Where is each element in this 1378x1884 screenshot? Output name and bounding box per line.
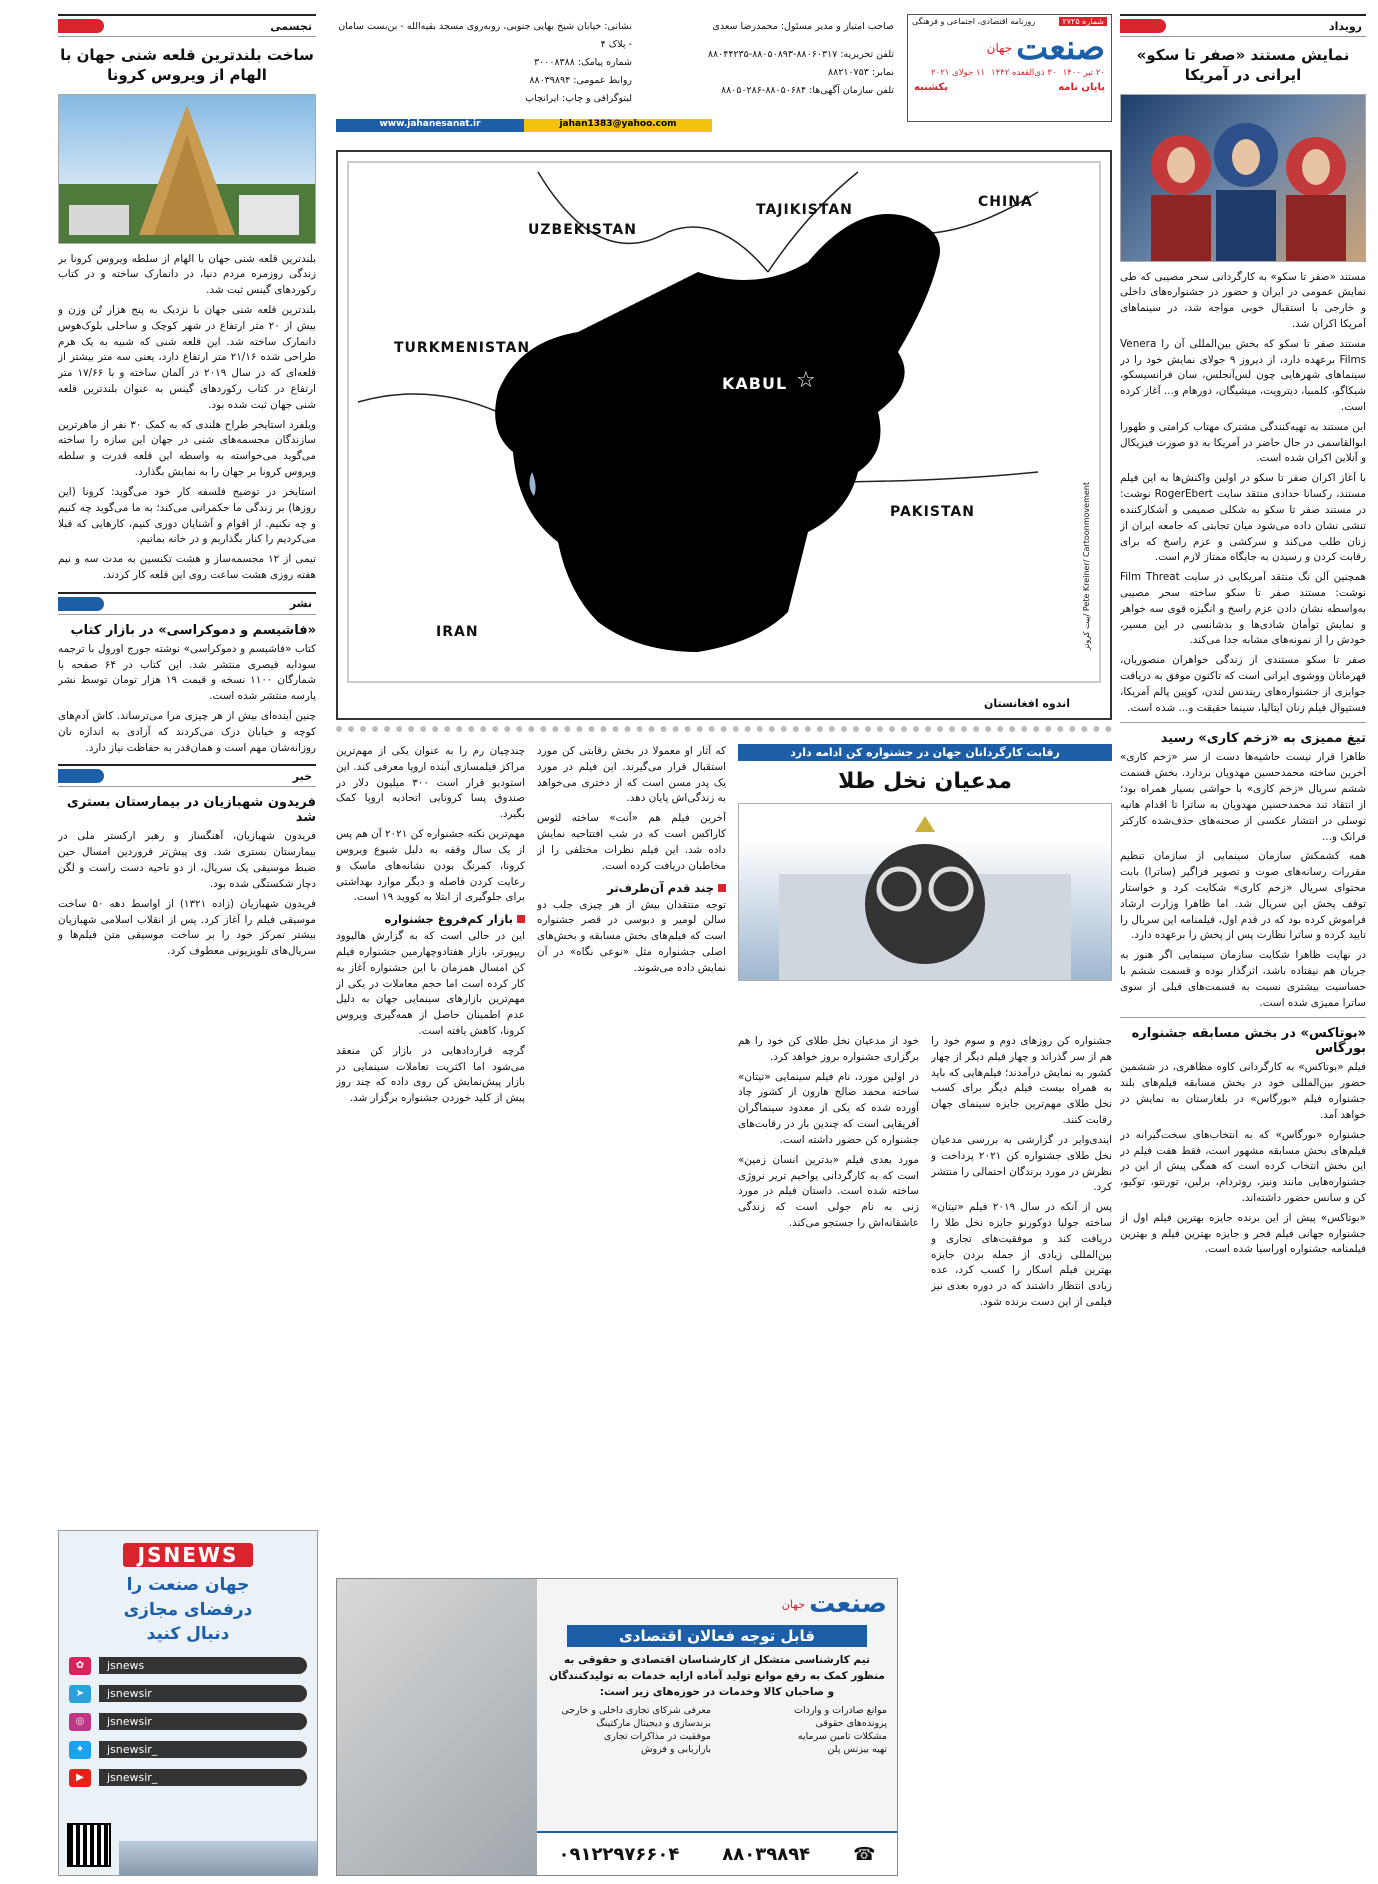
- map-silhouette: [338, 152, 1110, 692]
- map-label: TURKMENISTAN: [394, 340, 531, 356]
- right-column: رویداد نمایش مستند «صفر تا سکو» ایرانی در آمریکا مستند «صفر تا سکو» به کارگردانی سحر مصیبی که طی نمایش عمومی در ایران و حضور در جشنواره‌های داخلی و خارجی با استقبال خوبی مواجه شد، در سینماهای آمریکا اکران شد. مستند صفر تا سکو که بخش بین‌المللی آن را Venera Films برعهده دارد، از دیروز ۹ جولای نمایش خود را در سینماهای شهرهایی چون لس‌آنجلس، سان فرانسیسکو، شیکاگو، کلمبیا، دیترویت، میشیگان، دورهام و... آغاز کرده است. این مستند به تهیه‌کنندگی مشترک مهتاب کرامتی و طهورا ابوالقاسمی در حال حاضر در آمریکا به دو صورت فیزیکال و آنلاین اکران شده است. با آغاز اکران صفر تا سکو در اولین واکنش‌ها به این فیلم مستند، رکسانا حدادی منتقد سایت RogerEbert نوشت: در مستند صفر تا سکو به شکلی صمیمی و آشکارکننده تنشی نشان داده می‌شود میان تجابتی که جامعه ایران از زنان طلب می‌کند و سرکشی و عزم راسخ که برای رقابت کردن و رسیدن به جایگاه ممتاز لازم است. همچنین آلن نگ منتقد آمریکایی در سایت Film Threat نوشت: مستند صفر تا سکو ساخته سحر مصیبی به‌واسطه نشان دادن عزم راسخ و انگیزه قوی سه خواهر و نمایش توأمان شادی‌ها و بدشانسی در این مسیر، خودش را از نمونه‌های مشابه جدا می‌کند. صفر تا سکو مستندی از زندگی خواهران منصوریان، قهرمانان ووشوی ایرانی است که تاکنون موفق به دریافت جوایزی از جشنواره‌های ریندنس لندن، کوپین پالم آمریکا، فستیوال فیلم زنان ایتالیا، سینما حقیقت و... شده است. تیغ ممیزی به «زخم کاری» رسید ظاهرا قرار نیست حاشیه‌ها دست از سر «زخم کاری» آخرین ساخته محمدحسین مهدویان بردارد. بخش قسمت ششم سریال «زخم کاری» با حواشی بسیار همراه بود؛ از انتقاد تند محمدحسین مهدویان به ساترا تا اقدام هانیه توسلی در انتشار عکسی از صحنه‌های حذف‌شده کارکتر فرانک و... همه کشمکش سازمان سینمایی از سازمان تنظیم مقررات رسانه‌های صوت و تصویر فراگیر (ساترا) بابت محتوای سریال «زخم کاری» شکایت کرد و خواستار توقف پخش این سریال شد. اما ظاهرا وزارت ارشاد فراموش کرده بود که در قدم اول، فیلمنامه این سریال را تایید کرده و ساترا نظارت پس از پخش را برعهده دارد. در نهایت ظاهرا شکایت سازمان سینمایی اگر هنوز به جریان هم نیفتاده باشد، اثرگذار بوده و قسمت ششم با حساسیت بیشتری نسبت به قسمت‌های قبلی از سوی ساترا ممیزی شده است. «بوتاکس» در بخش مسابقه جشنواره بورگاس فیلم «بوتاکس» به کارگردانی کاوه مظاهری، در ششمین حضور بین‌المللی خود در بخش مسابقه فیلم‌های بلند جشنواره فیلم «بورگاس» در بلغارستان به نمایش در خواهد آمد. جشنواره «بورگاس» که به انتخاب‌های سخت‌گیرانه در فیلم‌های بخش مسابقه مشهور است، فقط هفت فیلم در این بخش انتخاب کرده است که همگی پیش از این در جشنواره‌هایی مانند ونیز، روتردام، برلین، تورنتو، توکیو، کن و سانس حضور داشته‌اند. «بوتاکس» پیش از این برنده جایزه بهترین فیلم اول از جشنواره جهانی فیلم فجر و جایزه بهترین فیلم و بهترین فیلمنامه جشنواره اوراسیا شده است.: [1120, 14, 1366, 1874]
- article-title: «فاشیسم و دموکراسی» در بازار کتاب: [70, 622, 316, 638]
- twitter-icon: ✦: [69, 1741, 91, 1759]
- boxers-illustration: [1121, 95, 1365, 261]
- bullet-icon: [718, 884, 726, 892]
- section-tag-marker: [1120, 19, 1166, 33]
- tehran-skyline-image: [119, 1841, 317, 1875]
- section-tag-marker: [58, 597, 104, 611]
- youtube-link[interactable]: ▶ jsnewsir_: [69, 1767, 307, 1789]
- economic-services-ad[interactable]: صنعت جهان قابل توجه فعالان اقتصادی تیم کارشناسی متشکل از کارشناسان اقتصادی و حقوقی به منظور کمک به رفع موانع تولید آماده ارایه خدمات به تولیدکنندگان و صاحبان کالا وخدمات در حوزه‌های زیر است: موانع صادرات و واردات معرفی شرکای تجاری داخلی و خارجی پرونده‌های حقوقی برندسازی و دیجیتال مارکتینگ مشکلات تامین سرمایه موفقیت در مذاکرات تجاری تهیه بیزنس پلن بازاریابی و فروش ☎ ۸۸۰۳۹۸۹۴ ۰۹۱۲۲۹۷۶۶۰۴: [336, 1578, 898, 1876]
- section-tag: تجسمی: [58, 14, 316, 37]
- article-title: فریدون شهبازیان در بیمارستان بستری شد: [66, 795, 316, 826]
- bullet-icon: [517, 915, 525, 923]
- jsnews-logo: JSNEWS: [123, 1543, 253, 1567]
- section-tag-marker: [58, 19, 104, 33]
- cartoon-caption: اندوه افغانستان: [983, 697, 1070, 710]
- telegram-link[interactable]: ➤ jsnewsir: [69, 1683, 307, 1705]
- main-article: رقابت کارگردانان جهان در جشنواره کن ادامه دارد مدعیان نخل طلا که آثار او معمولا در بخش رقابتی کن مورد استقبال قرار می‌گیرند. این فیلم در مورد یک پدر مسن است که از دختری می‌خواهد به زندگی‌اش پایان دهد. آخرین فیلم هم «آنت» ساخته لئوس کاراکس است که در شب افتتاحیه نمایش داده شد. این فیلم نظرات مختلفی را از مخاطبان دریافت کرده است. چند قدم آن‌طرف‌تر توجه منتقدان بیش از هر چیزی جلب دو سالن لومیر و دبوسی در قصر جشنواره است که فیلم‌های بخش مسابقه و بخش‌های اصلی جشنواره مثل «نوعی نگاه» در آن نمایش داده می‌شوند. چندچیان رم را به عنوان یکی از مهم‌ترین مراکز فیلمسازی آینده اروپا معرفی کند. این استودیو قرار است ۳۰۰ میلیون دلار در صندوق پسا کرونایی اتحادیه اروپا کمک بگیرد. مهم‌ترین نکته جشنواره کن ۲۰۲۱ آن هم پس از یک سال وقفه به دلیل شیوع ویروس کرونا، کمرنگ بودن نشانه‌های ماسک و رعایت کردن فاصله و دیگر موارد بهداشتی برای جلوگیری از ابتلا به کووید ۱۹ است. بازار کم‌فروغ جشنواره این در حالی است که به گزارش هالیوود ریپورتر، بازار هفتادوچهارمین جشنواره فیلم کن امسال همزمان با این جشنواره آغاز به کار کرده است اما حجم معاملات در یکی از مهم‌ترین بازارهای سینمایی جهان به دلیل عدم اطمینان حاصل از همه‌گیری ویروس کرونا، کاهش یافته است. گرچه قراردادهایی در بازار کن منعقد می‌شود اما اکثریت تعاملات سینمایی در بازار پیش‌نمایش کن روی داده که چند روز پیش از کلید خوردن جشنواره برگزار شد. جشنواره کن روزهای دوم و سوم خود را هم از سر گذراند و چهار فیلم دیگر از چهار کشور به نمایش درآمدند؛ فیلم‌هایی که باید به همراه بیست فیلم دیگر برای کسب نخل طلای مهم‌ترین جایزه سینمای جهان رقابت کنند. ایندی‌وایر در گزارشی به بررسی مدعیان نخل طلای جشنواره کن ۲۰۲۱ پرداخت و نظرش در مورد برندگان احتمالی را منتشر کرد. پس از آنکه در سال ۲۰۱۹ فیلم «تیتان» ساخته جولیا دوکورنو جایزه نخل طلا را دریافت کند و موفقیت‌های تجاری و بین‌المللی زیادی از جمله بردن جایزه بهترین فیلم اسکار را کسب کرد، عده زیادی انتظار داشتند که در دوره بعدی نیز فیلمی از این دست برنده شود. خود از مدعیان نخل طلای کن خود را هم برگزاری جشنواره بروز خواهد کرد. در اولین مورد، نام فیلم سینمایی «تیتان» ساخته محمد صالح هارون از کشور چاد آورده شده که یکی از معدود سینماگران آفریقایی است که چندین بار در رقابت‌های جشنواره کن حضور داشته است. مورد بعدی فیلم «بدترین انسان زمین» است که به کارگردانی یواخیم تریر نروژی ساخته شده است. داستان فیلم در مورد زنی به نام جولی است که زندگی عاشقانه‌اش را جستجو می‌کند.: [336, 745, 1112, 1308]
- article-title: ساخت بلندترین قلعه شنی جهان با الهام از ویروس کرونا: [60, 46, 314, 85]
- masthead: شماره ۲۷۲۵ روزنامه اقتصادی، اجتماعی و فرهنگی صنعت جهان ۲۰ تیر ۱۴۰۰ ۳۰ ذی‌القعده ۱۴۴۲ ۱۱ جولای ۲۰۲۱ پایان نامه یکشنبه صاحب امتیاز و مدیر مسئول: محمدرضا سعدی تلفن تحریریه: ۸۸۰۶۰۳۱۷-۸۸۰۵۰۸۹۳-۸۸۰۴۴۲۳۵ نمابر: ۸۸۲۱۰۷۵۳ تلفن سازمان آگهی‌ها: ۸۸۰۵۰۶۸۴-۸۸۰۵۰۲۸۶ نشانی: خیابان شیخ بهایی جنوبی، روبه‌روی مسجد بقیه‌الله - بن‌بست سامان - پلاک ۴ شماره پیامک: ۳۰۰۰۸۳۸۸ روابط عمومی: ۸۸۰۳۹۸۹۴ لیتوگرافی و چاپ: ایرانچاپ www.jahanesanat.ir jahan1383@yahoo.com: [336, 14, 1112, 132]
- ad-phone-2[interactable]: ۰۹۱۲۲۹۷۶۶۰۴: [558, 1843, 680, 1865]
- article-headline: مدعیان نخل طلا: [838, 769, 1012, 794]
- aparat-link[interactable]: ✿ jsnews: [69, 1655, 307, 1677]
- divider: [336, 726, 1112, 732]
- cannes-poster-illustration: [739, 804, 1111, 980]
- section-tag: رویداد: [1120, 14, 1366, 37]
- section-tag: نشر: [58, 592, 316, 615]
- map-label: UZBEKISTAN: [528, 222, 637, 238]
- left-column: تجسمی ساخت بلندترین قلعه شنی جهان با الهام از ویروس کرونا بلندترین قلعه شنی جهان با الهام از سلطه ویروس کرونا بر زندگی روزمره مردم دنیا، در دانمارک ساخته و در کتاب رکوردهای گینس ثبت شد. بلندترین قلعه شنی جهان با نزدیک به پنج هزار تُن وزن و بیش از ۲۰ متر ارتفاع در شهر کوچک و ساحلی بلوک‌هوس دانمارک ساخته شد. این قلعه شنی که شبیه به یک هرم طراحی شده ۲۱/۱۶ متر ارتفاع دارد، یعنی سه متر بیشتر از قلعه‌ای که در سال ۲۰۱۹ در آلمان ساخته و با ۱۷/۶۶ متر ارتفاع در کتاب رکوردهای گینس به عنوان بلندترین قلعه شنی جهان ثبت شده بود. ویلفرد استایخر طراح هلندی که به کمک ۳۰ نفر از ماهرترین سازندگان مجسمه‌های شنی در جهان این سازه را ساخته می‌گوید می‌خواسته به واسطه این قلعه قدرت و سلطه ویروس کرونا بر جهان را به نمایش بگذارد. استایخر در توضیح فلسفه کار خود می‌گوید: کرونا (این روزها) بر زندگی ما حکمرانی می‌کند؛ به ما می‌گوید چه کنیم و چه نکنیم. از اقوام و آشنایان دوری کنیم، کارهایی که قبلا می‌کردیم را کنار بگذاریم و در خانه بمانیم. تیمی از ۱۲ مجسمه‌ساز و هشت تکنسین به مدت سه و نیم هفته روزی هشت ساعت روی این قلعه کار کردند. نشر «فاشیسم و دموکراسی» در بازار کتاب کتاب «فاشیسم و دموکراسی» نوشته جورج اورول با ترجمه سودابه قیصری منتشر شد. این کتاب در ۶۴ صفحه با شمارگان ۱۱۰۰ نسخه و قیمت ۱۹ هزار تومان توسط نشر پارسه منتشر شده است. چنین آینده‌ای بیش از هر چیزی مرا می‌ترساند. کاش آدم‌های کوچه و خیابان درک می‌کردند که آزادی به اندازه نان روزانه‌شان مهم است و همان‌قدر به حفاظت نیاز دارد. خبر فریدون شهبازیان در بیمارستان بستری شد فریدون شهبازیان، آهنگساز و رهبر ارکستر ملی در بیمارستان بستری شد. وی پیش‌تر فروردین امسال حین ضبط موسیقی یک سریال، از دو ناحیه دست راست و لگن دچار شکستگی شده بود. فریدون شهبازیان (زاده ۱۳۲۱) از اواسط دهه ۵۰ ساخت موسیقی فیلم را آغاز کرد. پس از انقلاب اسلامی شهبازیان بیشتر تمرکز خود را بر ساخت موسیقی متن فیلم‌ها و سریال‌های تلویزیونی معطوف کرد.: [58, 14, 316, 1514]
- jsnews-social-ad[interactable]: JSNEWS جهان صنعت را درفضای مجازی دنبال کنید ✿ jsnews ➤ jsnewsir ◎ jsnewsir ✦ jsnewsir_ ▶ jsnewsir_: [58, 1530, 318, 1876]
- weekday: یکشنبه: [914, 82, 948, 93]
- map-label: TAJIKISTAN: [756, 202, 853, 218]
- section-tag-marker: [58, 769, 104, 783]
- paper-name-logo: صنعت: [1016, 28, 1105, 68]
- article-title: «بوتاکس» در بخش مسابقه جشنواره بورگاس: [1131, 1026, 1366, 1057]
- ad-headline: قابل توجه فعالان اقتصادی: [567, 1625, 867, 1647]
- instagram-icon: ◎: [69, 1713, 91, 1731]
- map-label: PAKISTAN: [890, 504, 975, 520]
- website-link[interactable]: www.jahanesanat.ir: [336, 119, 524, 132]
- section-tag: خبر: [58, 764, 316, 787]
- page-label: پایان نامه: [1058, 82, 1105, 93]
- ad-logo: صنعت: [809, 1589, 887, 1619]
- cartoon-credit: پیت کروتز/ Pete Kreiner/ Cartoonmovement: [1082, 482, 1091, 651]
- afghanistan-cartoon: [336, 150, 1112, 720]
- article-kicker: رقابت کارگردانان جهان در جشنواره کن ادامه دارد: [738, 744, 1112, 761]
- cannes-poster-image: [738, 803, 1112, 981]
- sand-pyramid-illustration: [59, 95, 315, 243]
- telegram-icon: ➤: [69, 1685, 91, 1703]
- article-title: تیغ ممیزی به «زخم کاری» رسید: [1160, 731, 1366, 747]
- article-title: نمایش مستند «صفر تا سکو» ایرانی در آمریکا: [1136, 46, 1350, 85]
- map-label: KABUL: [722, 374, 788, 393]
- instagram-link[interactable]: ◎ jsnewsir: [69, 1711, 307, 1733]
- ad-phone-1[interactable]: ۸۸۰۳۹۸۹۴: [722, 1843, 811, 1865]
- sand-castle-image: [58, 94, 316, 244]
- email-link[interactable]: jahan1383@yahoo.com: [524, 119, 712, 132]
- map-label: IRAN: [436, 624, 479, 640]
- ad-photo-pen: [337, 1579, 537, 1875]
- youtube-icon: ▶: [69, 1769, 91, 1787]
- issue-number: شماره ۲۷۲۵: [1059, 17, 1107, 26]
- paper-subtitle: روزنامه اقتصادی، اجتماعی و فرهنگی: [912, 17, 1036, 26]
- aparat-icon: ✿: [69, 1657, 91, 1675]
- star-icon: ☆: [796, 368, 816, 393]
- paper-prefix: جهان: [986, 41, 1013, 55]
- phone-icon: ☎: [853, 1843, 876, 1865]
- qr-code-icon[interactable]: [67, 1823, 111, 1867]
- twitter-link[interactable]: ✦ jsnewsir_: [69, 1739, 307, 1761]
- documentary-poster-image: [1120, 94, 1366, 262]
- map-label: CHINA: [978, 194, 1033, 210]
